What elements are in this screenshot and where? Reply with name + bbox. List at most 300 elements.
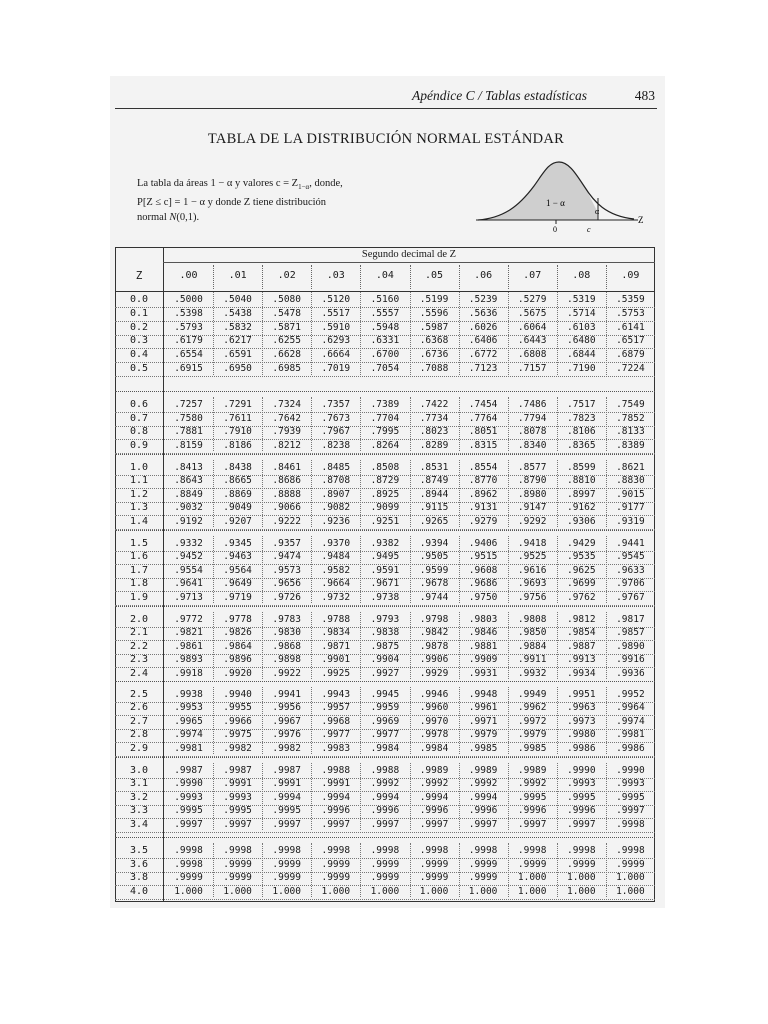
probability-cell: .5714 bbox=[566, 307, 596, 319]
probability-cell: .9997 bbox=[272, 818, 301, 830]
probability-cell: .9999 bbox=[468, 858, 498, 870]
probability-cell: .8925 bbox=[370, 488, 400, 500]
probability-cell: .9406 bbox=[468, 538, 498, 549]
probability-cell: .9956 bbox=[272, 702, 301, 714]
probability-cell: .9015 bbox=[616, 488, 645, 500]
column-separator bbox=[360, 460, 361, 527]
probability-cell: .8708 bbox=[321, 475, 351, 487]
probability-cell: .8078 bbox=[517, 426, 547, 438]
probability-cell: .7157 bbox=[517, 363, 547, 374]
probability-cell: .7257 bbox=[174, 399, 203, 410]
probability-cell: .8461 bbox=[272, 462, 301, 473]
probability-cell: .9706 bbox=[616, 578, 645, 590]
column-separator bbox=[606, 612, 607, 679]
probability-cell: .9803 bbox=[468, 614, 498, 625]
column-separator bbox=[360, 687, 361, 754]
probability-cell: .6406 bbox=[468, 335, 498, 347]
probability-cell: .9969 bbox=[370, 715, 400, 727]
table-row bbox=[115, 335, 655, 347]
probability-cell: .5557 bbox=[370, 307, 400, 319]
column-separator bbox=[508, 612, 509, 679]
probability-cell: .7422 bbox=[419, 399, 449, 410]
probability-cell: .9904 bbox=[370, 654, 400, 666]
probability-cell: .8980 bbox=[517, 488, 547, 500]
probability-cell: .6985 bbox=[272, 363, 301, 374]
column-separator bbox=[508, 843, 509, 897]
probability-cell: .9744 bbox=[419, 591, 449, 603]
probability-cell: .9591 bbox=[370, 564, 400, 576]
z-value-cell: 0.2 bbox=[129, 321, 149, 333]
probability-cell: .9999 bbox=[321, 858, 351, 870]
table-row bbox=[115, 654, 655, 666]
probability-cell: .8830 bbox=[616, 475, 645, 487]
probability-cell: .9999 bbox=[223, 858, 252, 870]
probability-cell: .9890 bbox=[616, 640, 645, 652]
probability-cell: .9834 bbox=[321, 627, 351, 639]
probability-cell: .9881 bbox=[468, 640, 498, 652]
probability-cell: .9967 bbox=[272, 715, 301, 727]
probability-cell: 1.000 bbox=[566, 885, 596, 897]
probability-cell: .5793 bbox=[174, 321, 203, 333]
column-separator bbox=[557, 292, 558, 375]
column-separator bbox=[360, 843, 361, 897]
probability-cell: .9966 bbox=[223, 715, 252, 727]
column-separator bbox=[508, 763, 509, 830]
probability-cell: .9994 bbox=[321, 791, 351, 803]
column-separator bbox=[557, 843, 558, 897]
probability-cell: .9861 bbox=[174, 640, 203, 652]
group-separator bbox=[115, 391, 655, 392]
probability-cell: .9999 bbox=[272, 872, 301, 884]
table-row bbox=[115, 516, 655, 528]
probability-cell: .9989 bbox=[468, 765, 498, 776]
probability-cell: .6628 bbox=[272, 349, 301, 361]
group-separator bbox=[115, 606, 655, 607]
probability-cell: .8389 bbox=[616, 439, 645, 451]
probability-cell: .5478 bbox=[272, 307, 301, 319]
probability-cell: .9838 bbox=[370, 627, 400, 639]
probability-cell: .9147 bbox=[517, 502, 547, 514]
z-value-cell: 0.1 bbox=[129, 307, 149, 319]
probability-cell: .9599 bbox=[419, 564, 449, 576]
probability-cell: .9984 bbox=[419, 742, 449, 754]
probability-cell: .9901 bbox=[321, 654, 351, 666]
column-separator bbox=[557, 536, 558, 603]
shaded-area bbox=[478, 162, 598, 220]
probability-cell: .7357 bbox=[321, 399, 351, 410]
probability-cell: .6293 bbox=[321, 335, 351, 347]
z-value-cell: 1.1 bbox=[129, 475, 149, 487]
probability-cell: .9991 bbox=[223, 778, 252, 790]
probability-cell: 1.000 bbox=[272, 885, 301, 897]
header-bottom-rule bbox=[115, 291, 655, 292]
probability-cell: .9932 bbox=[517, 667, 547, 679]
probability-cell: .9993 bbox=[174, 791, 203, 803]
column-separator bbox=[410, 843, 411, 897]
probability-cell: .9998 bbox=[370, 845, 400, 856]
probability-cell: .8869 bbox=[223, 488, 252, 500]
probability-cell: .9525 bbox=[517, 551, 547, 563]
probability-cell: .8531 bbox=[419, 462, 449, 473]
probability-cell: .9236 bbox=[321, 515, 351, 527]
header-column-separator bbox=[311, 265, 312, 289]
table-row bbox=[115, 475, 655, 487]
probability-cell: .8944 bbox=[419, 488, 449, 500]
probability-cell: .7549 bbox=[616, 399, 645, 410]
table-row bbox=[115, 399, 655, 411]
table-row bbox=[115, 859, 655, 871]
probability-cell: .5596 bbox=[419, 307, 449, 319]
probability-cell: .9554 bbox=[174, 564, 203, 576]
probability-cell: .9099 bbox=[370, 502, 400, 514]
probability-cell: .6141 bbox=[616, 321, 645, 333]
probability-cell: .8749 bbox=[419, 475, 449, 487]
column-header: .01 bbox=[228, 270, 247, 281]
probability-cell: .9783 bbox=[272, 614, 301, 625]
probability-cell: .9726 bbox=[272, 591, 301, 603]
probability-cell: .5239 bbox=[468, 294, 498, 305]
column-separator bbox=[557, 612, 558, 679]
probability-cell: .9345 bbox=[223, 538, 252, 549]
intro-line-1 bbox=[137, 176, 357, 195]
probability-cell: .9830 bbox=[272, 627, 301, 639]
probability-cell: .9949 bbox=[517, 689, 547, 700]
z-value-cell: 1.0 bbox=[129, 462, 149, 473]
column-separator bbox=[410, 397, 411, 451]
probability-cell: .9945 bbox=[370, 689, 400, 700]
probability-cell: .6915 bbox=[174, 363, 203, 374]
probability-cell: .9981 bbox=[616, 729, 645, 741]
probability-cell: .9963 bbox=[566, 702, 596, 714]
probability-cell: .9938 bbox=[174, 689, 203, 700]
column-separator bbox=[311, 397, 312, 451]
probability-cell: .9633 bbox=[616, 564, 645, 576]
probability-cell: .9996 bbox=[517, 805, 547, 817]
probability-cell: .9943 bbox=[321, 689, 351, 700]
column-separator bbox=[262, 397, 263, 451]
probability-cell: .9976 bbox=[272, 729, 301, 741]
probability-cell: .9564 bbox=[223, 564, 252, 576]
probability-cell: .9906 bbox=[419, 654, 449, 666]
probability-cell: .9463 bbox=[223, 551, 252, 563]
probability-cell: 1.000 bbox=[616, 872, 645, 884]
probability-cell: .9265 bbox=[419, 515, 449, 527]
probability-cell: .9032 bbox=[174, 502, 203, 514]
z-value-cell: 3.1 bbox=[129, 778, 149, 790]
intro-line-1-text: La tabla da áreas 1 − α y valores c = Z bbox=[137, 178, 299, 189]
probability-cell: .5199 bbox=[419, 294, 449, 305]
table-row bbox=[115, 440, 655, 452]
column-separator bbox=[262, 687, 263, 754]
probability-cell: .5910 bbox=[321, 321, 351, 333]
column-separator bbox=[410, 292, 411, 375]
probability-cell: .6255 bbox=[272, 335, 301, 347]
probability-cell: .9452 bbox=[174, 551, 203, 563]
table-row bbox=[115, 872, 655, 884]
probability-cell: .5000 bbox=[174, 294, 203, 305]
probability-cell: .9656 bbox=[272, 578, 301, 590]
header-column-separator bbox=[410, 265, 411, 289]
probability-cell: .9798 bbox=[419, 614, 449, 625]
probability-cell: .9625 bbox=[566, 564, 596, 576]
z-value-cell: 0.4 bbox=[129, 349, 149, 361]
intro-text bbox=[137, 176, 357, 225]
table-row bbox=[115, 627, 655, 639]
probability-cell: .9983 bbox=[321, 742, 351, 754]
z-value-cell: 2.2 bbox=[129, 640, 149, 652]
probability-cell: .9985 bbox=[517, 742, 547, 754]
probability-cell: .9884 bbox=[517, 640, 547, 652]
probability-cell: .8508 bbox=[370, 462, 400, 473]
header-column-separator bbox=[508, 265, 509, 289]
probability-cell: .9925 bbox=[321, 667, 351, 679]
probability-cell: .9918 bbox=[174, 667, 203, 679]
probability-cell: .9977 bbox=[321, 729, 351, 741]
probability-cell: .9991 bbox=[321, 778, 351, 790]
probability-cell: .8212 bbox=[272, 439, 301, 451]
probability-cell: .5517 bbox=[321, 307, 351, 319]
z-value-cell: 1.3 bbox=[129, 502, 149, 514]
probability-cell: .9671 bbox=[370, 578, 400, 590]
probability-cell: .9394 bbox=[419, 538, 449, 549]
probability-cell: .9911 bbox=[517, 654, 547, 666]
probability-cell: .9987 bbox=[174, 765, 203, 776]
z-value-cell: 1.2 bbox=[129, 488, 149, 500]
probability-cell: .9988 bbox=[370, 765, 400, 776]
z-value-cell: 3.4 bbox=[129, 818, 149, 830]
column-separator bbox=[508, 687, 509, 754]
probability-cell: .9998 bbox=[419, 845, 449, 856]
probability-cell: .9817 bbox=[616, 614, 645, 625]
page-number: 483 bbox=[634, 88, 655, 103]
column-header: .09 bbox=[621, 270, 640, 281]
column-separator bbox=[213, 536, 214, 603]
second-decimal-title: Segundo decimal de Z bbox=[361, 249, 457, 260]
probability-cell: .6368 bbox=[419, 335, 449, 347]
probability-cell: .5832 bbox=[223, 321, 252, 333]
c-label: c bbox=[587, 225, 591, 234]
area-label: 1 − α bbox=[546, 198, 565, 208]
column-header: .07 bbox=[523, 270, 542, 281]
table-row bbox=[115, 792, 655, 804]
table-row bbox=[115, 413, 655, 425]
table-row bbox=[115, 462, 655, 474]
probability-cell: .9984 bbox=[370, 742, 400, 754]
table-row bbox=[115, 805, 655, 817]
probability-cell: .9996 bbox=[566, 805, 596, 817]
z-value-cell: 1.5 bbox=[129, 538, 149, 549]
probability-cell: .9962 bbox=[517, 702, 547, 714]
column-separator bbox=[213, 460, 214, 527]
probability-cell: .9495 bbox=[370, 551, 400, 563]
probability-cell: .9649 bbox=[223, 578, 252, 590]
z-value-cell: 1.6 bbox=[129, 551, 149, 563]
probability-cell: .9998 bbox=[174, 845, 203, 856]
probability-cell: .9332 bbox=[174, 538, 203, 549]
probability-cell: 1.000 bbox=[517, 885, 547, 897]
probability-cell: .9998 bbox=[566, 845, 596, 856]
probability-cell: .9997 bbox=[468, 818, 498, 830]
table-row bbox=[115, 565, 655, 577]
column-header: .08 bbox=[572, 270, 591, 281]
probability-cell: .9995 bbox=[174, 805, 203, 817]
probability-cell: .9484 bbox=[321, 551, 351, 563]
probability-cell: .6480 bbox=[566, 335, 596, 347]
header-subtitle-rule bbox=[163, 262, 655, 263]
probability-cell: .9981 bbox=[174, 742, 203, 754]
probability-cell: .9772 bbox=[174, 614, 203, 625]
table-row bbox=[115, 702, 655, 714]
probability-cell: .9999 bbox=[370, 858, 400, 870]
probability-cell: .9929 bbox=[419, 667, 449, 679]
probability-cell: .9968 bbox=[321, 715, 351, 727]
probability-cell: .9545 bbox=[616, 551, 645, 563]
column-separator bbox=[459, 397, 460, 451]
probability-cell: .9985 bbox=[468, 742, 498, 754]
probability-cell: .7939 bbox=[272, 426, 301, 438]
z-value-cell: 0.0 bbox=[129, 294, 149, 305]
z-value-cell: 1.4 bbox=[129, 515, 149, 527]
column-separator bbox=[410, 687, 411, 754]
probability-cell: .9959 bbox=[370, 702, 400, 714]
column-separator bbox=[213, 687, 214, 754]
probability-cell: .9319 bbox=[616, 515, 645, 527]
probability-cell: .8599 bbox=[566, 462, 596, 473]
table-row bbox=[115, 308, 655, 320]
probability-cell: .9842 bbox=[419, 627, 449, 639]
probability-cell: .9066 bbox=[272, 502, 301, 514]
probability-cell: .7291 bbox=[223, 399, 252, 410]
probability-cell: .9082 bbox=[321, 502, 351, 514]
probability-cell: .9961 bbox=[468, 702, 498, 714]
column-separator bbox=[311, 536, 312, 603]
intro-line-3-a: normal bbox=[137, 212, 170, 224]
probability-cell: .9993 bbox=[223, 791, 252, 803]
probability-cell: .5120 bbox=[321, 294, 351, 305]
table-row bbox=[115, 426, 655, 438]
probability-cell: .7995 bbox=[370, 426, 400, 438]
probability-cell: .9990 bbox=[566, 765, 596, 776]
probability-cell: .6554 bbox=[174, 349, 203, 361]
probability-cell: .9999 bbox=[419, 858, 449, 870]
probability-cell: .9970 bbox=[419, 715, 449, 727]
table-row bbox=[115, 743, 655, 755]
probability-cell: .8577 bbox=[517, 462, 547, 473]
probability-cell: .9616 bbox=[517, 564, 547, 576]
probability-cell: .8051 bbox=[468, 426, 498, 438]
column-separator bbox=[360, 763, 361, 830]
column-separator bbox=[213, 292, 214, 375]
probability-cell: .7324 bbox=[272, 399, 301, 410]
intro-line-3 bbox=[137, 210, 357, 225]
probability-cell: .9999 bbox=[517, 858, 547, 870]
probability-cell: .9808 bbox=[517, 614, 547, 625]
probability-cell: .8238 bbox=[321, 439, 351, 451]
probability-cell: .8413 bbox=[174, 462, 203, 473]
column-header: .02 bbox=[277, 270, 296, 281]
normal-curve-figure bbox=[474, 156, 654, 236]
probability-cell: .9756 bbox=[517, 591, 547, 603]
probability-cell: .9049 bbox=[223, 502, 252, 514]
probability-cell: .9934 bbox=[566, 667, 596, 679]
probability-cell: .8770 bbox=[468, 475, 498, 487]
zero-label: 0 bbox=[553, 225, 557, 234]
z-value-cell: 0.3 bbox=[129, 335, 149, 347]
header-column-separator bbox=[606, 265, 607, 289]
probability-cell: .9999 bbox=[272, 858, 301, 870]
probability-cell: .9131 bbox=[468, 502, 498, 514]
probability-cell: .9998 bbox=[517, 845, 547, 856]
probability-cell: .5948 bbox=[370, 321, 400, 333]
column-separator bbox=[311, 612, 312, 679]
probability-cell: .9999 bbox=[370, 872, 400, 884]
probability-cell: .9850 bbox=[517, 627, 547, 639]
z-value-cell: 0.6 bbox=[129, 399, 149, 410]
probability-cell: .5675 bbox=[517, 307, 547, 319]
probability-cell: .8554 bbox=[468, 462, 498, 473]
probability-cell: .7224 bbox=[616, 363, 645, 374]
probability-cell: .9608 bbox=[468, 564, 498, 576]
probability-cell: .8133 bbox=[616, 426, 645, 438]
header-column-separator bbox=[213, 265, 214, 289]
table-row bbox=[115, 886, 655, 898]
probability-cell: .9693 bbox=[517, 578, 547, 590]
probability-cell: .9979 bbox=[468, 729, 498, 741]
probability-cell: .9812 bbox=[566, 614, 596, 625]
table-row bbox=[115, 578, 655, 590]
probability-cell: .9998 bbox=[468, 845, 498, 856]
probability-cell: .5279 bbox=[517, 294, 547, 305]
probability-cell: .9999 bbox=[616, 858, 645, 870]
probability-cell: .9306 bbox=[566, 515, 596, 527]
z-value-cell: 0.8 bbox=[129, 426, 149, 438]
column-separator bbox=[262, 292, 263, 375]
probability-cell: .9778 bbox=[223, 614, 252, 625]
probability-cell: .9878 bbox=[419, 640, 449, 652]
probability-cell: .8365 bbox=[566, 439, 596, 451]
probability-cell: .7642 bbox=[272, 412, 301, 424]
column-separator bbox=[459, 612, 460, 679]
z-axis-label: Z bbox=[638, 215, 644, 225]
group-separator bbox=[115, 530, 655, 531]
probability-cell: .8159 bbox=[174, 439, 203, 451]
probability-cell: .9995 bbox=[223, 805, 252, 817]
probability-cell: .9686 bbox=[468, 578, 498, 590]
table-row bbox=[115, 614, 655, 626]
probability-cell: .9999 bbox=[419, 872, 449, 884]
probability-cell: .5753 bbox=[616, 307, 645, 319]
column-separator bbox=[360, 612, 361, 679]
table-row bbox=[115, 716, 655, 728]
probability-cell: .9582 bbox=[321, 564, 351, 576]
probability-cell: .7190 bbox=[566, 363, 596, 374]
probability-cell: .6179 bbox=[174, 335, 203, 347]
column-separator bbox=[557, 460, 558, 527]
probability-cell: .8665 bbox=[223, 475, 252, 487]
z-value-cell: 1.7 bbox=[129, 564, 149, 576]
running-header bbox=[115, 88, 657, 109]
probability-cell: .9992 bbox=[468, 778, 498, 790]
probability-cell: .9995 bbox=[272, 805, 301, 817]
probability-cell: .5398 bbox=[174, 307, 203, 319]
column-separator bbox=[213, 763, 214, 830]
probability-cell: .9441 bbox=[616, 538, 645, 549]
probability-cell: .9893 bbox=[174, 654, 203, 666]
probability-cell: .9997 bbox=[616, 805, 645, 817]
table-row bbox=[115, 778, 655, 790]
probability-cell: .7910 bbox=[223, 426, 252, 438]
intro-subscript: 1−α bbox=[298, 183, 310, 192]
